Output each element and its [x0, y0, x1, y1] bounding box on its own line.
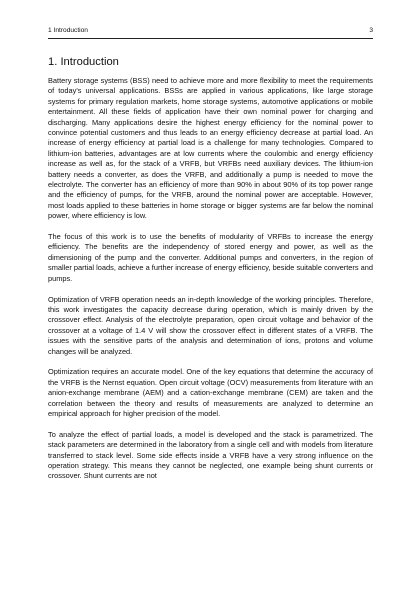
paragraph-3: Optimization of VRFB operation needs an in-depth knowledge of the working principles. Therefore, this work investigates the capacity decrease during operation, which is mainly driven by the crossover effect. Analysis of the electrolyte preparation, open circuit voltage and behavior of the crossover at a voltage of 1.4 V will show the crossover effect in different states of a VRFB. The issues with the sensitive parts of the analysis and determination of ions, protons and volume changes will be analyzed.	[48, 294, 373, 356]
running-header	[48, 27, 373, 39]
paragraph-5: To analyze the effect of partial loads, a model is developed and the stack is parametrized. The stack parameters are determined in the laboratory from a single cell and with models from literature transferred to stack level. Some side effects inside a VRFB have a very strong influence on the operation strategy. This means they cannot be neglected, one example being shunt currents or crossover. Shunt currents are not	[48, 429, 373, 481]
paragraph-2: The focus of this work is to use the benefits of modularity of VRFBs to increase the energy efficiency. The benefits are the independency of stored energy and power, as well as the dimensioning of the pump and the converter. Additional pumps and converters, in the region of smaller partial loads, achieve a further increase of energy efficiency, beside suitable converters and pumps.	[48, 232, 373, 283]
header-chapter-title: 1 Introduction	[48, 27, 88, 34]
paragraph-4: Optimization requires an accurate model. One of the key equations that determine the accuracy of the VRFB is the Nernst equation. Open circuit voltage (OCV) measurements from literature with an anion-exchange membrane (AEM) and a cation-exchange membrane (CEM) are taken and the correlation between the theory and results of measurements are analyzed to determine an empirical approach for higher precision of the model.	[48, 367, 373, 418]
page-body	[48, 55, 373, 492]
section-heading: 1. Introduction	[48, 56, 119, 68]
page-number: 3	[369, 27, 373, 34]
paragraph-1: Battery storage systems (BSS) need to achieve more and more flexibility to meet the requirements of today's universal applications. BSSs are applied in various applications, like large storage systems for primary regulation markets, home storage systems, automotive applications or mobile entertainment. All these fields of application have their own nominal power for charging and discharging. Many applications desire the highest energy efficiency for the nominal power to convince potential customers and thus leads to an energy efficiency decrease at partial load. An increase of energy efficiency at partial load is a challenge for many technologies. Compared to lithium-ion batteries, advantages are at low currents where the coulombic and energy efficiency increase as well as, for the stack of a VRFB, but VRFBs need auxiliary devices. The lithium-ion battery needs a converter, as does the VRFB, and additionally a pump is needed to move the electrolyte. The converter has an efficiency of more than 90% in about 90% of its top power range and the efficiency of pumps, for the VRFB, around the nominal power are acceptable. However, most loads applied to these batteries in home storage or bigger systems are far below the nominal power, where efficiency is low.	[48, 76, 373, 221]
